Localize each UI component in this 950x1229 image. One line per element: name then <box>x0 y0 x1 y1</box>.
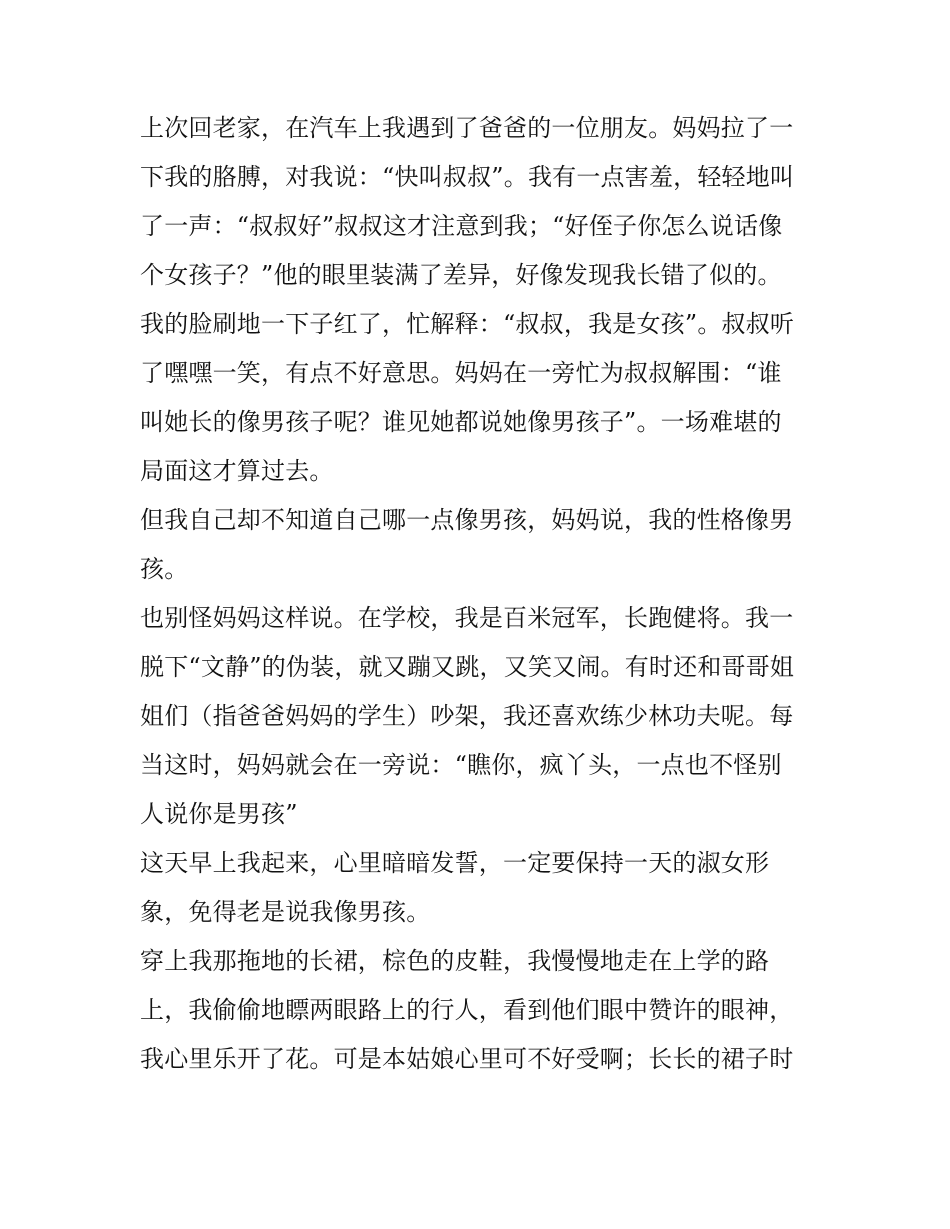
text-line: 当这时，妈妈就会在一旁说：“瞧你，疯丫头，一点也不怪别 <box>140 751 782 779</box>
document-body <box>140 104 820 1084</box>
text-line: 姐们（指爸爸妈妈的学生）吵架，我还喜欢练少林功夫呢。每 <box>140 702 794 730</box>
text-line: 个女孩子？”他的眼里装满了差异，好像发现我长错了似的。 <box>140 261 782 289</box>
text-line: 这天早上我起来，心里暗暗发誓，一定要保持一天的淑女形 <box>140 849 770 877</box>
text-line: 了一声：“叔叔好”叔叔这才注意到我；“好侄子你怎么说话像 <box>140 212 783 240</box>
text-line: 上，我偷偷地瞟两眼路上的行人，看到他们眼中赞许的眼神， <box>140 996 794 1024</box>
text-line: 穿上我那拖地的长裙，棕色的皮鞋，我慢慢地走在上学的路 <box>140 947 770 975</box>
text-line: 上次回老家，在汽车上我遇到了爸爸的一位朋友。妈妈拉了一 <box>140 114 794 142</box>
text-line: 下我的胳膊，对我说：“快叫叔叔”。我有一点害羞，轻轻地叫 <box>140 163 795 191</box>
text-line: 脱下“文静”的伪装，就又蹦又跳，又笑又闹。有时还和哥哥姐 <box>140 653 795 681</box>
text-line: 了嘿嘿一笑，有点不好意思。妈妈在一旁忙为叔叔解围：“谁 <box>140 359 782 387</box>
text-line: 叫她长的像男孩子呢？谁见她都说她像男孩子”。一场难堪的 <box>140 408 782 436</box>
text-line: 孩。 <box>140 555 189 583</box>
text-line: 也别怪妈妈这样说。在学校，我是百米冠军，长跑健将。我一 <box>140 604 794 632</box>
text-line: 象，免得老是说我像男孩。 <box>140 898 431 926</box>
text-line: 我的脸刷地一下子红了，忙解释：“叔叔，我是女孩”。叔叔听 <box>140 310 795 338</box>
text-line: 我心里乐开了花。可是本姑娘心里可不好受啊；长长的裙子时 <box>140 1045 794 1073</box>
text-line: 但我自己却不知道自己哪一点像男孩，妈妈说，我的性格像男 <box>140 506 794 534</box>
text-line: 人说你是男孩” <box>140 800 298 828</box>
text-line: 局面这才算过去。 <box>140 457 334 485</box>
